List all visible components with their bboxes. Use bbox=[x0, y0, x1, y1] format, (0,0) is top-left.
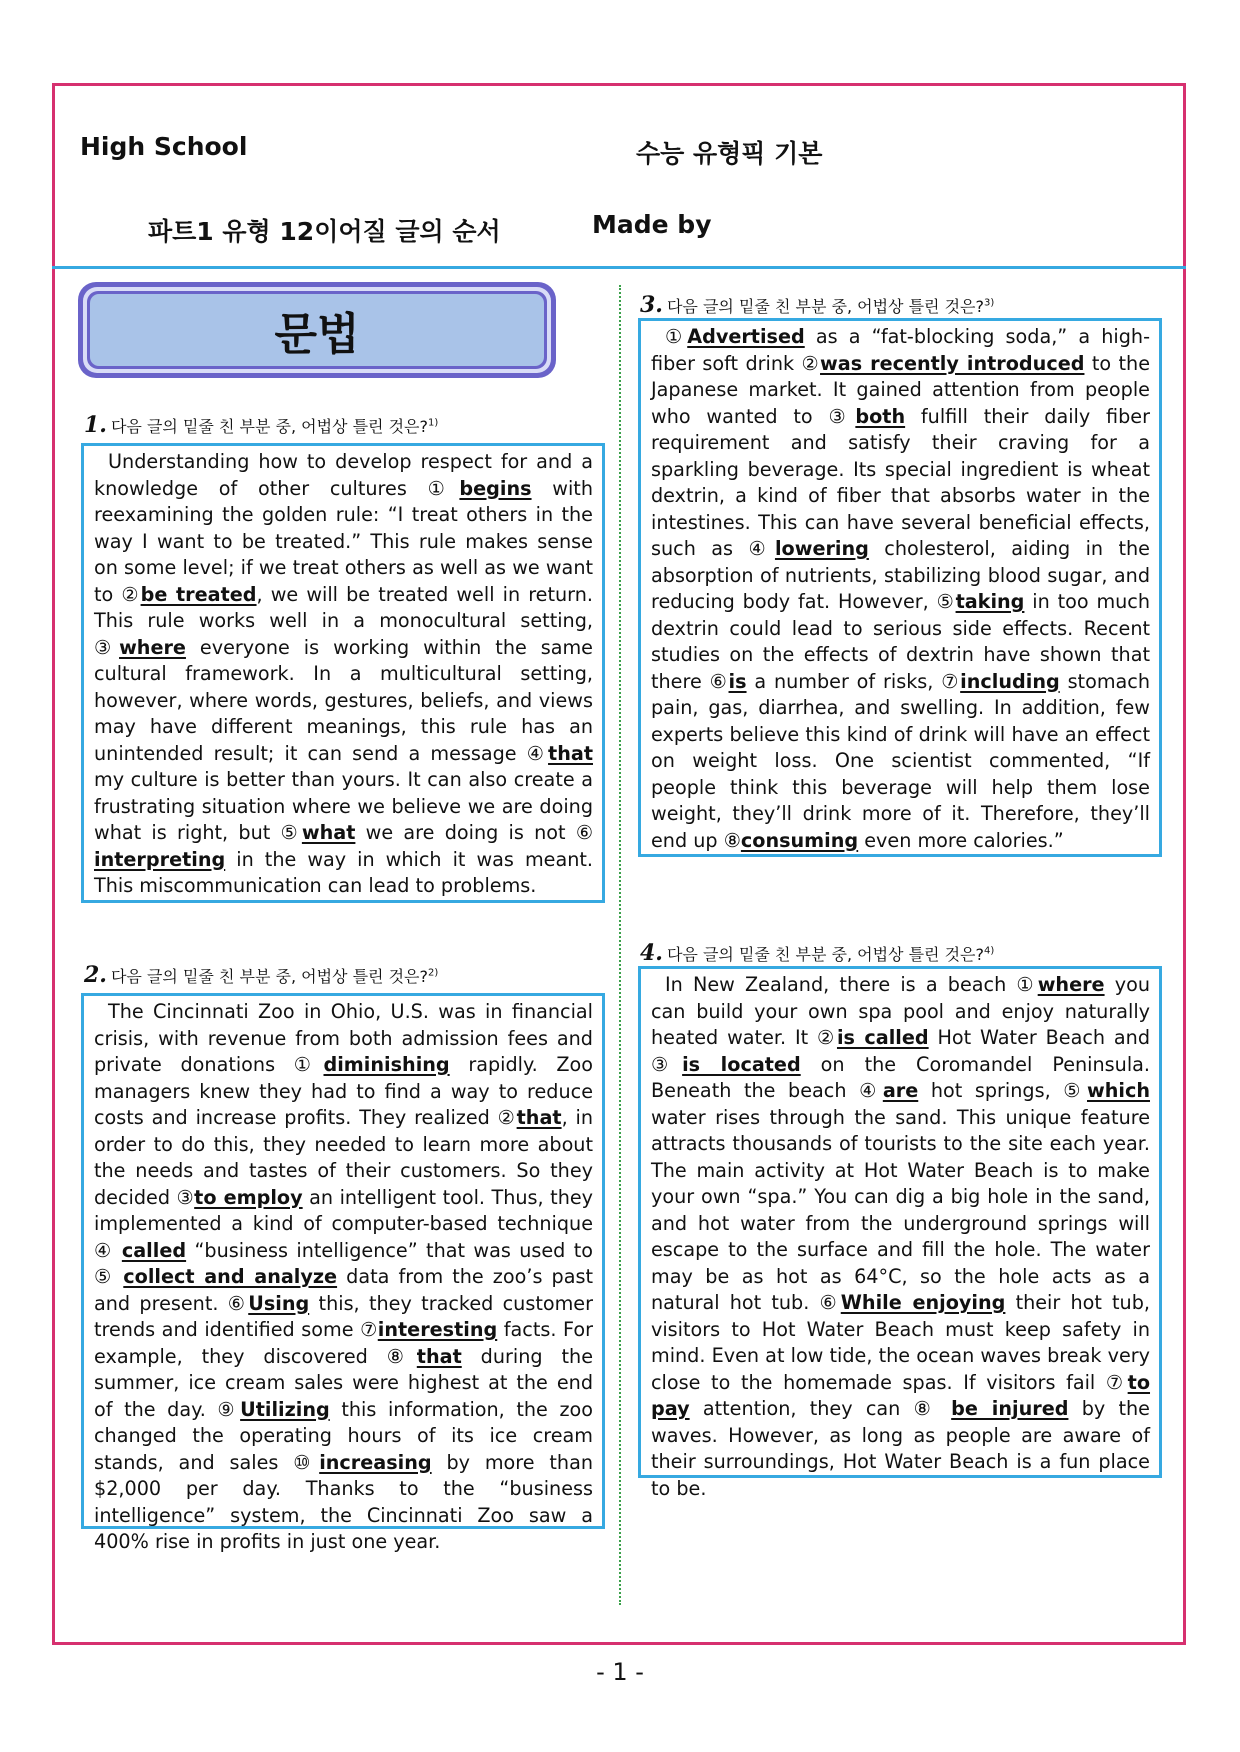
passage-text: ⑧ bbox=[723, 828, 741, 852]
underlined-choice: called bbox=[121, 1238, 187, 1262]
passage-text: ⑤ bbox=[936, 590, 956, 613]
passage-text: to the Japanese market. It gained attention from people who wanted to bbox=[651, 351, 1151, 428]
header-series: 수능 유형픽 기본 bbox=[636, 139, 823, 168]
underlined-choice: both bbox=[855, 404, 906, 428]
passage-text: facts. For example, they discovered bbox=[94, 1318, 594, 1368]
passage-text: ④ bbox=[94, 1238, 122, 1262]
passage-text: ③ bbox=[651, 1052, 683, 1076]
passage-text: on the Coromandel Peninsula. Beneath the beach bbox=[651, 1052, 1151, 1102]
passage-text: we are doing is not bbox=[355, 821, 576, 844]
underlined-choice: Advertised bbox=[687, 325, 805, 348]
underlined-choice: interpreting bbox=[94, 847, 226, 871]
underlined-choice: increasing bbox=[319, 1450, 432, 1474]
underlined-choice: consuming bbox=[740, 828, 859, 852]
passage-text: ⑨ bbox=[217, 1397, 241, 1421]
question-1-footnote: 1) bbox=[428, 417, 439, 429]
underlined-choice: be treated bbox=[140, 582, 257, 606]
passage-text: ② bbox=[817, 1026, 837, 1049]
header-school: High School bbox=[80, 132, 248, 161]
underlined-choice: was recently introduced bbox=[820, 351, 1085, 375]
passage-text: ① bbox=[665, 325, 688, 348]
header-part: 파트1 유형 12이어질 글의 순서 bbox=[148, 217, 501, 246]
passage-text: you can build your own spa pool and enjoy naturally heated water. It bbox=[651, 973, 1151, 1049]
underlined-choice: what bbox=[301, 821, 356, 844]
passage-text: with reexamining the golden rule: “I treat others in the way I want to be treated.” This rule makes sense on some level; if we treat others as well as we want to bbox=[94, 476, 593, 606]
passage-text: Understanding how to develop respect for and a knowledge of other cultures bbox=[94, 450, 593, 500]
passage-text: ① bbox=[1016, 973, 1038, 996]
passage-text: ⑥ bbox=[575, 821, 594, 844]
question-3-passage bbox=[638, 318, 1162, 857]
underlined-choice: taking bbox=[955, 590, 1025, 613]
question-4-number: 4. bbox=[640, 940, 663, 966]
question-4-prompt: 다음 글의 밑줄 친 부분 중, 어법상 틀린 것은? bbox=[666, 945, 984, 964]
passage-text: ③ bbox=[94, 635, 120, 659]
underlined-choice: lowering bbox=[774, 537, 869, 560]
passage-text: even more calories.” bbox=[858, 828, 1064, 852]
underlined-choice: where bbox=[119, 635, 186, 659]
passage-text: an intelligent tool. Thus, they implemented a kind of computer-based technique bbox=[94, 1185, 594, 1235]
underlined-choice: to pay bbox=[651, 1370, 1151, 1420]
passage-text: cholesterol, aiding in the absorption of nutrients, stabilizing blood sugar, and reducing body fat. However, bbox=[651, 537, 1150, 613]
passage-text: by more than $2,000 per day. Thanks to the “business intelligence” system, the Cincinnati Zoo saw a 400% rise in profits in just one year. bbox=[94, 1450, 593, 1553]
passage-text: ⑥ bbox=[709, 669, 729, 693]
passage-text: this information, the zoo changed the operating hours of its ice cream stands, and sales bbox=[94, 1397, 594, 1474]
header-made-by: Made by bbox=[592, 210, 712, 239]
passage-text: everyone is working within the same cultural framework. In a multicultural setting, however, where words, gestures, beliefs, and views may have different meanings, this rule has an unintended result; it can send a message bbox=[94, 635, 593, 765]
passage-text: this, they tracked customer trends and identified some bbox=[94, 1291, 593, 1341]
section-title-badge bbox=[78, 282, 556, 378]
underlined-choice: interesting bbox=[377, 1318, 498, 1341]
question-4-passage bbox=[638, 966, 1162, 1500]
question-2-heading bbox=[84, 962, 438, 988]
passage-text: ⑦ bbox=[941, 669, 961, 693]
passage-text: ① bbox=[293, 1053, 324, 1076]
passage-text: Hot Water Beach and bbox=[928, 1026, 1151, 1049]
passage-text: by the waves. However, as long as people are aware of their surroundings, Hot Water Beach is a fun place to be. bbox=[651, 1397, 1150, 1500]
underlined-choice: that bbox=[548, 741, 593, 765]
passage-text: In New Zealand, there is a beach bbox=[665, 973, 1017, 996]
passage-text: data from the zoo’s past and present. bbox=[94, 1265, 593, 1315]
passage-text: ⑤ bbox=[1063, 1079, 1087, 1102]
question-3-number: 3. bbox=[640, 292, 663, 318]
underlined-choice: be injured bbox=[951, 1397, 1069, 1420]
underlined-choice: including bbox=[960, 669, 1060, 693]
passage-text: ② bbox=[497, 1106, 517, 1129]
passage-text: in the way in which it was meant. This miscommunication can lead to problems. bbox=[94, 847, 593, 897]
passage-text: , we will be treated well in return. This rule works well in a monocultural setting, bbox=[94, 582, 593, 632]
underlined-choice: begins bbox=[459, 476, 532, 500]
underlined-choice: that bbox=[416, 1344, 462, 1368]
question-2-prompt: 다음 글의 밑줄 친 부분 중, 어법상 틀린 것은? bbox=[110, 967, 428, 986]
passage-text: ⑦ bbox=[360, 1318, 378, 1341]
question-3-heading bbox=[640, 292, 994, 318]
header-divider bbox=[52, 266, 1186, 269]
passage-text: , in order to do this, they needed to learn more about the needs and tastes of their customers. So they decided bbox=[94, 1106, 594, 1209]
passage-text: water rises through the sand. This unique feature attracts thousands of tourists to the site each year. The main activity at Hot Water Beach is to make your own “spa.” You can dig a big hole in the sand, and hot water from the underground springs will escape to the surface and fill the hole. The water may be as hot as 64°C, so the hole acts as a natural hot tub. bbox=[651, 1105, 1150, 1314]
passage-text: ⑤ bbox=[280, 821, 302, 844]
passage-text: in too much dextrin could lead to serious side effects. Recent studies on the effects of dextrin have shown that there bbox=[651, 590, 1151, 693]
passage-text: ⑥ bbox=[819, 1291, 841, 1314]
passage-text: ④ bbox=[748, 537, 775, 560]
underlined-choice: is called bbox=[836, 1026, 929, 1049]
passage-text: ⑧ bbox=[913, 1397, 952, 1420]
underlined-choice: that bbox=[516, 1106, 562, 1129]
passage-text: The Cincinnati Zoo in Ohio, U.S. was in financial crisis, with revenue from both admission fees and private donations bbox=[94, 1000, 593, 1076]
passage-text: hot springs, bbox=[918, 1079, 1064, 1102]
question-2-passage bbox=[81, 993, 605, 1553]
question-1-passage bbox=[81, 443, 605, 903]
question-1-heading bbox=[84, 412, 438, 438]
underlined-choice: collect and analyze bbox=[123, 1265, 338, 1288]
question-4-heading bbox=[640, 940, 994, 966]
passage-text: ④ bbox=[859, 1079, 883, 1102]
passage-text: my culture is better than yours. It can also create a frustrating situation where we believe we are doing what is right, but bbox=[94, 768, 593, 844]
passage-text: fulfill their daily fiber requirement and satisfy their craving for a sparkling beverage. Its special ingredient is wheat dextrin, a kind of fiber that absorbs water in the intestines. This can have several beneficial effects, such as bbox=[651, 404, 1150, 560]
passage-text: during the summer, ice cream sales were highest at the end of the day. bbox=[94, 1344, 594, 1421]
passage-text: ② bbox=[801, 351, 821, 375]
passage-text: ③ bbox=[176, 1185, 195, 1209]
question-3-prompt: 다음 글의 밑줄 친 부분 중, 어법상 틀린 것은? bbox=[666, 297, 984, 316]
column-divider bbox=[619, 285, 621, 1605]
underlined-choice: is located bbox=[682, 1052, 801, 1076]
passage-text: stomach pain, gas, diarrhea, and swelling. In addition, few experts believe this kind of drink will have an effect on weight loss. One scientist commented, “If people think this beverage will help them lose weight, they’ll drink more of it. Therefore, they’ll end up bbox=[651, 669, 1150, 852]
underlined-choice: While enjoying bbox=[840, 1291, 1006, 1314]
passage-text: a number of risks, bbox=[746, 669, 942, 693]
passage-text: “business intelligence” that was used to bbox=[186, 1238, 593, 1262]
section-title: 문법 bbox=[90, 294, 544, 366]
question-1-prompt: 다음 글의 밑줄 친 부분 중, 어법상 틀린 것은? bbox=[110, 417, 428, 436]
passage-text: as a “fat-blocking soda,” a high-fiber soft drink bbox=[651, 325, 1151, 375]
underlined-choice: are bbox=[882, 1079, 919, 1102]
question-1-number: 1. bbox=[84, 412, 107, 438]
underlined-choice: Utilizing bbox=[240, 1397, 330, 1421]
underlined-choice: diminishing bbox=[323, 1053, 450, 1076]
passage-text: ② bbox=[121, 582, 141, 606]
underlined-choice: where bbox=[1037, 973, 1105, 996]
passage-text: ⑤ bbox=[94, 1265, 124, 1288]
passage-text: ④ bbox=[526, 741, 549, 765]
passage-text: their hot tub, visitors to Hot Water Beach must keep safety in mind. Even at low tide, the ocean waves break very close to the homemade spas. If visitors fail bbox=[651, 1291, 1150, 1394]
underlined-choice: to employ bbox=[194, 1185, 303, 1209]
passage-text: ⑩ bbox=[293, 1450, 320, 1474]
passage-text: ① bbox=[427, 476, 460, 500]
passage-text: ⑥ bbox=[227, 1291, 249, 1315]
passage-text: ③ bbox=[828, 404, 856, 428]
underlined-choice: which bbox=[1087, 1079, 1150, 1102]
question-2-footnote: 2) bbox=[428, 967, 439, 979]
underlined-choice: is bbox=[728, 669, 747, 693]
passage-text: rapidly. Zoo managers knew they had to find a way to reduce costs and increase profits. They realized bbox=[94, 1053, 593, 1129]
question-4-footnote: 4) bbox=[984, 945, 995, 957]
passage-text: ⑧ bbox=[386, 1344, 417, 1368]
underlined-choice: Using bbox=[248, 1291, 310, 1315]
passage-text: attention, they can bbox=[689, 1397, 914, 1420]
question-2-number: 2. bbox=[84, 962, 107, 988]
passage-text: ⑦ bbox=[1105, 1370, 1128, 1394]
question-3-footnote: 3) bbox=[984, 297, 995, 309]
page-number: - 1 - bbox=[596, 1658, 644, 1686]
